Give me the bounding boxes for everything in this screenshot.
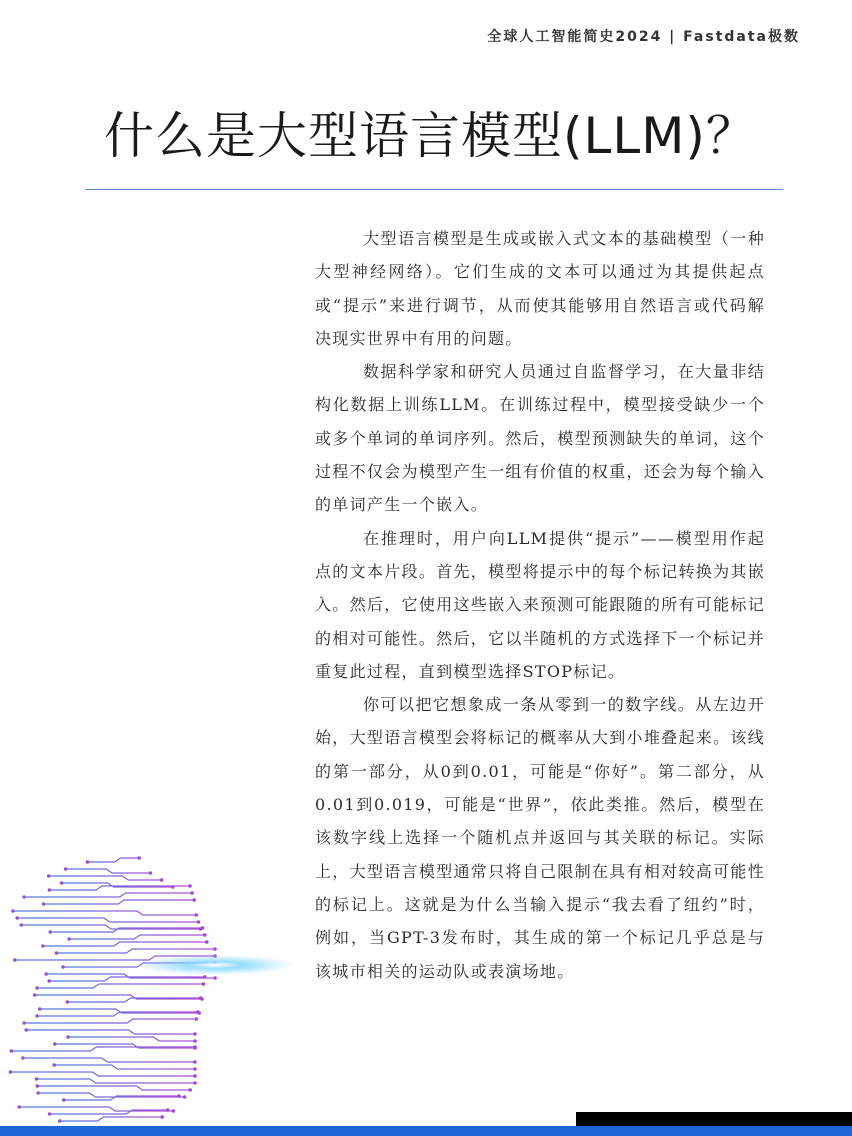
article-body bbox=[315, 222, 765, 988]
page-title: 什么是大型语言模型(LLM)？ bbox=[104, 107, 757, 165]
title-divider bbox=[85, 189, 783, 190]
ai-circuit-head-icon bbox=[0, 850, 300, 1136]
paragraph-1: 大型语言模型是生成或嵌入式文本的基础模型（一种大型神经网络）。它们生成的文本可以通过为其提供起点或“提示”来进行调节，从而使其能够用自然语言或代码解决现实世界中有用的问题。 bbox=[315, 229, 765, 348]
paragraph-4: 你可以把它想象成一条从零到一的数字线。从左边开始，大型语言模型会将标记的概率从大到小堆叠起来。该线的第一部分，从0到0.01，可能是“你好”。第二部分，从0.01到0.019，可能是“世界”，依此类推。然后，模型在该数字线上选择一个随机点并返回与其关联的标记。实际上，大型语言模型通常只将自己限制在具有相对较高可能性的标记上。这就是为什么当输入提示“我去看了纽约”时，例如，当GPT-3发布时，其生成的第一个标记几乎总是与该城市相关的运动队或表演场地。 bbox=[315, 695, 765, 981]
paragraph-3: 在推理时，用户向LLM提供“提示”——模型用作起点的文本片段。首先，模型将提示中的每个标记转换为其嵌入。然后，它使用这些嵌入来预测可能跟随的所有可能标记的相对可能性。然后，它以半随机的方式选择下一个标记并重复此过程，直到模型选择STOP标记。 bbox=[315, 528, 765, 681]
paragraph-2: 数据科学家和研究人员通过自监督学习，在大量非结构化数据上训练LLM。在训练过程中，模型接受缺少一个或多个单词的单词序列。然后，模型预测缺失的单词，这个过程不仅会为模型产生一组有价值的权重，还会为每个输入的单词产生一个嵌入。 bbox=[315, 362, 765, 515]
header-tag: 全球人工智能简史2024 | Fastdata极数 bbox=[487, 29, 800, 45]
bottom-bar-accent bbox=[0, 1126, 852, 1136]
bottom-bar-dark bbox=[576, 1112, 852, 1126]
